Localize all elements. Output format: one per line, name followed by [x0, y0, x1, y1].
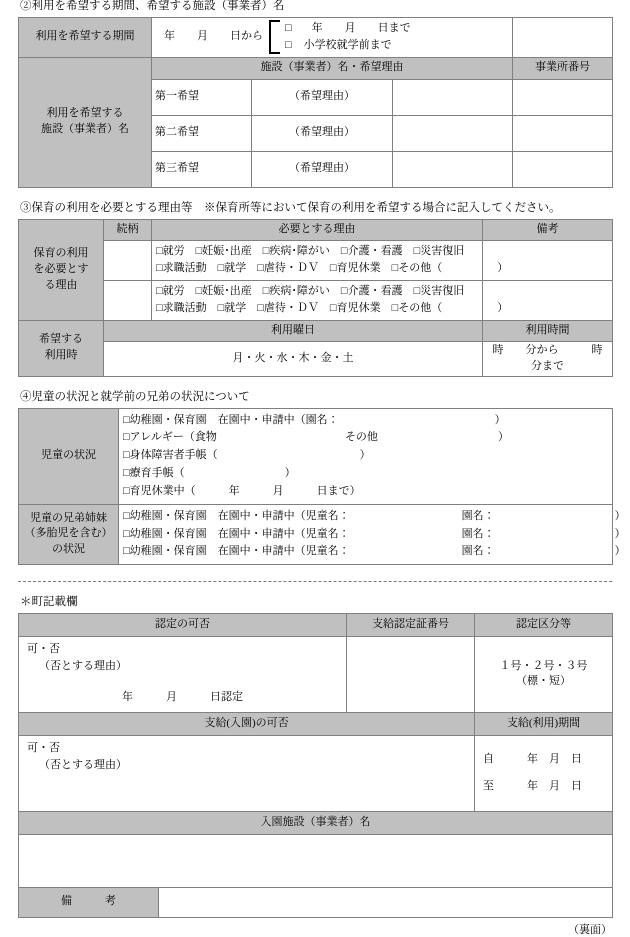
days-value[interactable]: 月・火・水・木・金・土 [104, 341, 483, 376]
child-status-checkbox-group[interactable] [119, 408, 613, 504]
option-before-school[interactable] [285, 37, 512, 54]
sibling-line[interactable] [123, 526, 626, 544]
option-date-to-label: 年 月 日まで [311, 22, 411, 35]
nintei-kubun-line1: １号・２号・３号 [499, 659, 588, 672]
option-before-school-label: 小学校就学前まで [303, 39, 392, 52]
choice-facility-name-field[interactable] [393, 115, 513, 151]
reason-line-1[interactable]: □就労 □妊娠･出産 □疾病･障がい □介護・看護 □災害復旧 [156, 244, 465, 257]
period-from-field[interactable]: 年 月 日から [164, 30, 264, 43]
child-line-ryoiku-card-close: ） [284, 467, 296, 480]
reason-entry-row [19, 280, 613, 320]
choice-facility-name-field[interactable] [393, 151, 513, 187]
choice-rank: 第二希望 [152, 115, 252, 151]
shikyu-kahi-cell[interactable] [19, 735, 475, 811]
relation-field[interactable] [104, 240, 152, 280]
section2-table [18, 17, 613, 188]
child-line-kindergarten-label: □幼稚園・保育園 在園中・申請中（園名： [123, 413, 339, 426]
choice-rank: 第三希望 [152, 151, 252, 187]
section2-title: ②利用を希望する期間、希望する施設（事業者）名 [20, 0, 285, 12]
sibling-label-line2: （多胎児を含む） [24, 527, 113, 540]
sibling-line-en-label: 園名： [461, 527, 495, 540]
choice-rank: 第一希望 [152, 79, 252, 115]
wish-time-value-row [19, 341, 613, 376]
nintei-kubun-line2: （標・短） [516, 675, 571, 688]
wish-time-label-line1: 希望する [39, 333, 83, 346]
section-divider [18, 581, 612, 582]
nyuen-shisetsu-field[interactable] [19, 834, 613, 887]
nintei-header-row [19, 613, 613, 636]
hours-header: 利用時間 [483, 320, 613, 341]
section3-table [18, 219, 625, 377]
child-line-allergy-label: □アレルギー（食物 [123, 431, 217, 444]
sibling-status-label [19, 504, 119, 564]
reason-entry-row [19, 240, 613, 280]
child-line-disability-card-label: □身体障害者手帳（ [123, 449, 218, 462]
kahi-date-field[interactable]: 年 月 日認定 [122, 691, 243, 704]
reason-label-line2: を必要とす [33, 262, 89, 275]
sibling-status-group[interactable] [119, 504, 626, 564]
wish-time-header-row [19, 320, 613, 341]
choice-office-number-field[interactable] [513, 115, 613, 151]
checkbox-icon[interactable]: □ [285, 22, 292, 35]
shikyu-ninteisho-bango-header: 支給認定証番号 [347, 613, 475, 636]
choice-office-number-field[interactable] [513, 79, 613, 115]
child-line-ryoiku-card-label: □療育手帳（ [123, 467, 185, 480]
sibling-line-prefix: □幼稚園・保育園 在園中・申請中（児童名： [123, 509, 350, 522]
facility-reason-header: 施設（事業者）名・希望理由 [152, 57, 513, 79]
nintei-kahi-header: 認定の可否 [19, 613, 347, 636]
sibling-line[interactable] [123, 508, 626, 526]
reason-header: 必要とする理由 [152, 219, 483, 240]
section5-title: ＊町記載欄 [20, 596, 78, 609]
bracket-icon [269, 20, 280, 54]
section3-title: ③保育の利用を必要とする理由等 ※保育所等において保育の利用を希望する場合に記入してください。 [20, 201, 561, 214]
sibling-status-row [19, 504, 613, 564]
back-page-note: （裏面） [568, 923, 612, 936]
nyuen-shisetsu-header: 入園施設（事業者）名 [19, 811, 613, 834]
section5-table [18, 613, 613, 918]
wish-time-label [19, 320, 104, 376]
shikyu-nyuen-kahi-header: 支給(入園)の可否 [19, 712, 475, 735]
reason-line-2[interactable]: □求職活動 □就学 □虐待・ＤＶ □育児休業 □その他（ ） [156, 262, 509, 275]
sibling-line-prefix: □幼稚園・保育園 在園中・申請中（児童名： [123, 527, 350, 540]
facility-header-row [19, 57, 613, 79]
period-to-field[interactable]: 至 年 月 日 [483, 780, 582, 793]
choice-reason[interactable]: （希望理由） [252, 79, 393, 115]
child-line-disability-card[interactable] [123, 447, 612, 465]
child-line-allergy-other: その他 [344, 431, 378, 444]
child-line-ryoiku-card[interactable] [123, 465, 612, 483]
period-row-spare [513, 17, 613, 57]
remarks-field[interactable] [483, 240, 613, 280]
shikyu-kahi-option[interactable]: 可・否 [27, 741, 60, 754]
period-from-field[interactable]: 自 年 月 日 [483, 752, 582, 765]
bikou-field[interactable] [159, 887, 613, 917]
bikou-row [19, 887, 613, 917]
kahi-option[interactable]: 可・否 [27, 642, 60, 655]
period-row [19, 17, 613, 57]
reason-label [19, 219, 104, 320]
sibling-line-prefix: □幼稚園・保育園 在園中・申請中（児童名： [123, 545, 350, 558]
sibling-label-line3: の状況 [52, 543, 85, 556]
relation-header: 続柄 [104, 219, 152, 240]
nintei-kahi-cell[interactable] [19, 636, 347, 712]
sibling-line-close: ） [614, 509, 626, 522]
nintei-value-row [19, 636, 613, 712]
reason-header-row [19, 219, 613, 240]
days-header: 利用曜日 [104, 320, 483, 341]
choice-office-number-field[interactable] [513, 151, 613, 187]
relation-field[interactable] [104, 280, 152, 320]
reason-label-line3: る理由 [44, 278, 78, 291]
bikou-label: 備 考 [19, 887, 159, 917]
remarks-field[interactable] [483, 280, 613, 320]
child-line-disability-card-close: ） [359, 449, 371, 462]
remarks-header: 備考 [483, 219, 613, 240]
nintei-kubun-header: 認定区分等 [475, 613, 613, 636]
shikyu-header-row [19, 712, 613, 735]
wish-time-label-line2: 利用時 [44, 349, 78, 362]
shikyu-ninteisho-bango-field[interactable] [347, 636, 475, 712]
sibling-line[interactable] [123, 543, 626, 561]
office-number-header: 事業所番号 [513, 57, 613, 79]
nyuen-shisetsu-value-row [19, 834, 613, 887]
reason-checkbox-group[interactable] [152, 280, 509, 320]
reason-line-1[interactable]: □就労 □妊娠･出産 □疾病･障がい □介護・看護 □災害復旧 [156, 284, 465, 297]
choice-facility-name-field[interactable] [393, 79, 513, 115]
nintei-kubun-cell[interactable] [475, 636, 613, 712]
section4-table [18, 408, 626, 566]
child-status-label: 児童の状況 [19, 408, 119, 504]
shikyu-value-row [19, 735, 613, 811]
nyuen-shisetsu-header-row [19, 811, 613, 834]
sibling-line-close: ） [614, 527, 626, 540]
sibling-line-en-label: 園名： [461, 509, 495, 522]
hours-value[interactable]: 時 分から 時 分まで [483, 341, 613, 376]
shikyu-riyo-kikan-header: 支給(利用)期間 [475, 712, 613, 735]
option-date-to[interactable] [285, 20, 512, 37]
choice-reason[interactable]: （希望理由） [252, 115, 393, 151]
sibling-line-en-label: 園名： [461, 545, 495, 558]
reason-checkbox-group[interactable] [152, 240, 509, 280]
sibling-line-close: ） [614, 545, 626, 558]
facility-label [19, 57, 152, 187]
choice-reason[interactable]: （希望理由） [252, 151, 393, 187]
checkbox-icon[interactable]: □ [285, 39, 292, 52]
reason-label-line1: 保育の利用 [33, 246, 89, 259]
facility-label-line2: 施設（事業者）名 [41, 123, 129, 136]
shikyu-kahi-reason-label[interactable]: （否とする理由） [39, 758, 127, 771]
facility-label-line1: 利用を希望する [46, 107, 124, 120]
reason-line-2[interactable]: □求職活動 □就学 □虐待・ＤＶ □育児休業 □その他（ ） [156, 302, 509, 315]
child-line-childcare-leave[interactable]: □育児休業中（ 年 月 日まで） [123, 484, 361, 497]
sibling-label-line1: 児童の兄弟姉妹 [30, 511, 107, 524]
child-line-kindergarten-close: ） [494, 413, 506, 426]
child-line-allergy-close: ） [497, 431, 509, 444]
child-status-row [19, 408, 613, 504]
child-line-allergy[interactable] [123, 429, 612, 447]
kahi-reason-label[interactable]: （否とする理由） [39, 659, 127, 672]
shikyu-period-cell[interactable] [475, 735, 613, 811]
period-label: 利用を希望する期間 [19, 17, 152, 57]
child-line-kindergarten[interactable] [123, 412, 612, 430]
section4-title: ④児童の状況と就学前の兄弟の状況について [20, 390, 250, 403]
